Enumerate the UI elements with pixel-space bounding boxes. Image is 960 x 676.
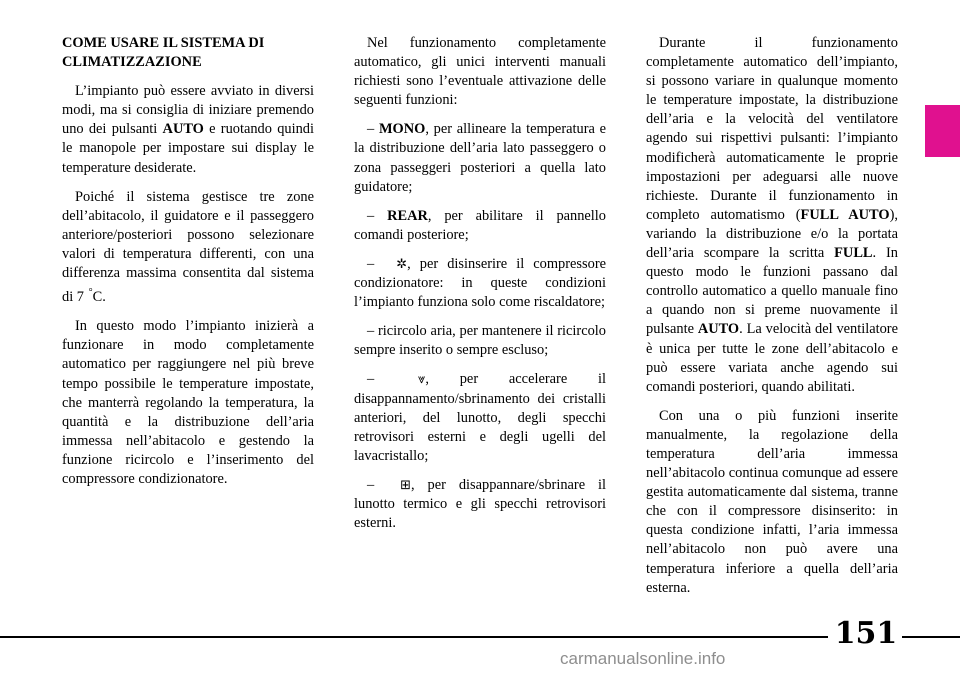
text-run: , per allineare la temperatura e la distribuzione dell’aria lato passeggero o zona passeggeri posteriori a quella lato guidatore; — [354, 121, 606, 195]
item-rear — [354, 207, 606, 245]
auto-label: AUTO — [697, 321, 740, 338]
text-run: . In questo modo le funzioni passano dal controllo automatico a quello manuale fino a quando non si preme nuovamente il pulsante — [646, 245, 898, 338]
watermark: carmanualsonline.info — [560, 649, 726, 668]
rear-window-defrost-icon: ⊞ — [400, 477, 412, 493]
text-run: ), variando la distribuzione e/o la portata dell’aria scompare la scritta — [646, 206, 898, 262]
paragraph-manual-functions: Con una o più funzioni inserite manualmente, la regolazione della temperatura dell’aria immessa nell’abitacolo continua comunque ad essere gestita automaticamente dal sistema, tranne che con il compressore disinserito: in questa condizione infatti, l’aria immessa nell’abitacolo non può avere una temperatura inferiore a quella dell’aria esterna. — [646, 407, 898, 596]
paragraph-automatic-mode: In questo modo l’impianto inizierà a funzionare in modo completamente automatico per raggiungere nel più breve tempo possibile le temperature impostate, che manterrà regolando la temperatura, la quantità e la distribuzione dell’aria immessa nell’abitacolo e gestendo la funzione ricircolo e l’inserimento del compressore condizionatore. — [62, 318, 314, 487]
text-run: L’impianto può essere avviato in diversi modi, ma si consiglia di iniziare premendo uno dei pulsanti — [62, 83, 314, 138]
text-run: , per disinserire il compressore condizionatore: in queste condizioni l’impianto funziona solo come riscaldatore; — [354, 255, 606, 311]
text-run: , per accelerare il disappannamento/sbrinamento dei cristalli anteriori, del lunotto, degli specchi retrovisori esterni e degli ugelli del lavacristallo; — [354, 371, 606, 464]
footer-rule-left — [0, 636, 828, 638]
dash: – — [367, 476, 388, 493]
paragraph-start-system — [62, 82, 314, 177]
text-run: Durante il funzionamento completamente automatico dell’impianto, si possono variare in qualunque momento le temperature impostate, la distribuzione dell’aria e la velocità del ventilatore agendo sui rispettivi pulsanti: l’impianto modificherà automaticamente le proprie impostazioni per adeguarsi alle nuove richieste. Durante il funzionamento in completo automatismo ( — [646, 35, 898, 223]
section-heading: COME USARE IL SISTEMA DI CLIMATIZZAZIONE — [62, 35, 265, 71]
item-mono — [354, 120, 606, 196]
degree-symbol: ° — [88, 287, 93, 299]
text-run: . La velocità del ventilatore è unica per tutte le zone dell’abitacolo e può essere variata anche agendo sui comandi posteriori, quando abilitati. — [646, 321, 898, 395]
column-left — [62, 34, 314, 499]
page-number: 151 — [834, 616, 898, 651]
text-run: Poiché il sistema gestisce tre zone dell’abitacolo, il guidatore e il passeggero anteriore/posteriori possono selezionare valori di temperatura differenti, con una differenza massima consentita dal sistema di 7 — [62, 188, 314, 306]
mono-label: MONO — [378, 121, 426, 138]
dash: – — [367, 255, 384, 272]
snowflake-icon: ✲ — [396, 256, 408, 272]
full-label: FULL — [834, 245, 873, 262]
text-run: C. — [92, 289, 106, 306]
column-right — [646, 34, 898, 608]
paragraph-variations — [646, 34, 898, 397]
item-recirculation: – ricircolo aria, per mantenere il ricircolo sempre inserito o sempre escluso; — [354, 323, 606, 359]
full-auto-label: FULL AUTO — [800, 206, 890, 223]
paragraph-three-zones — [62, 188, 314, 308]
rear-label: REAR — [387, 207, 428, 224]
text-run: e ruotando quindi le manopole per impostare sui display le temperature desiderate. — [62, 121, 314, 176]
paragraph-manual-interventions: Nel funzionamento completamente automatico, gli unici interventi manuali richiesti sono l’eventuale attivazione delle seguenti funzioni: — [354, 35, 606, 109]
text-run: , per disappannare/sbrinare il lunotto termico e gli specchi retrovisori esterni. — [354, 476, 606, 532]
windshield-defrost-icon: ⩔ — [418, 372, 426, 388]
footer-rule-right — [902, 636, 960, 638]
item-defrost — [354, 370, 606, 465]
dash: – — [367, 371, 405, 388]
section-color-tab — [925, 105, 960, 157]
column-middle — [354, 34, 606, 543]
auto-label: AUTO — [162, 121, 204, 138]
item-rear-defrost — [354, 476, 606, 533]
text-run: , per abilitare il pannello comandi posteriore; — [354, 207, 607, 243]
dash: – — [367, 121, 379, 138]
item-compressor — [354, 255, 606, 312]
dash: – — [367, 207, 388, 224]
